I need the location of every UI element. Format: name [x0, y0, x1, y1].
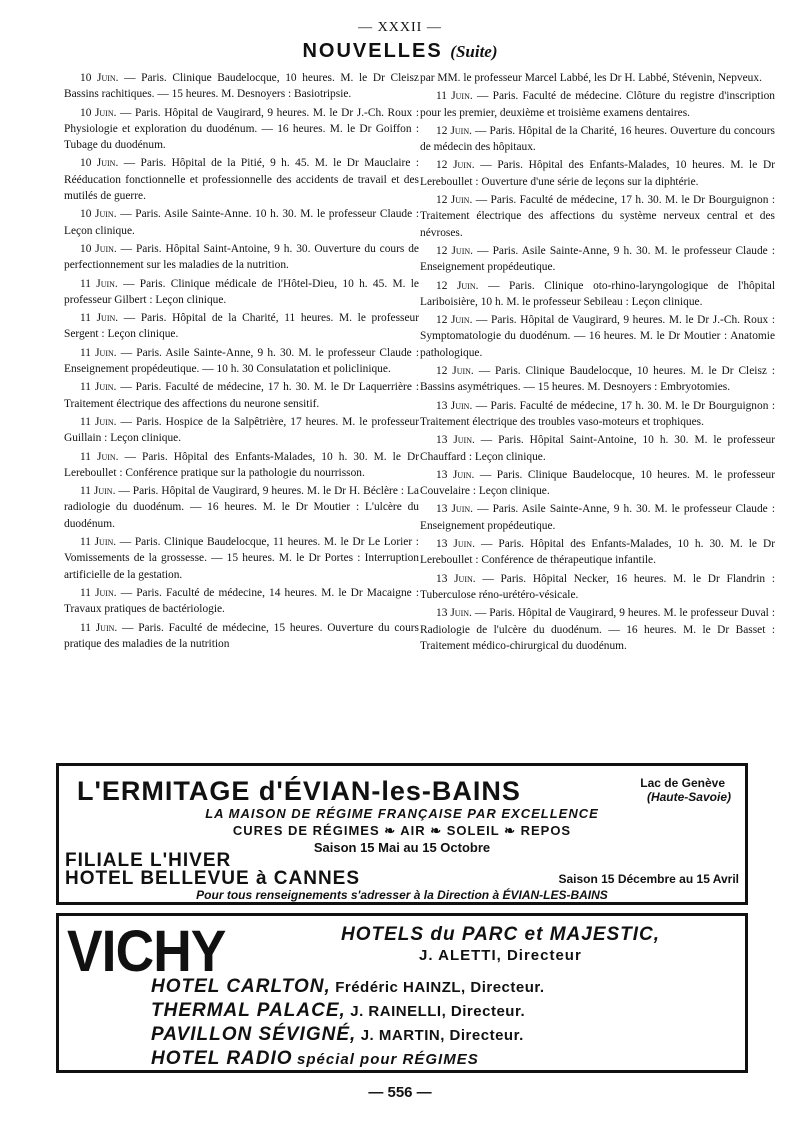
ad-hotels-parc-majestic: HOTELS du PARC et MAJESTIC,: [341, 924, 661, 945]
ad-headline: L'ERMITAGE d'ÉVIAN-les-BAINS: [77, 776, 521, 806]
entry-text: — Paris. Hôpital de la Pitié, 9 h. 45. M. le Dr Mauclaire : Rééducation fonctionnelle et professionnelle des accidents de travail et des mutilés de guerre.: [64, 157, 419, 203]
entry-text: — Paris. Faculté de médecine, 17 h. 30. M. le Dr Bourguignon : Traitement électrique des affections du système nerveux central et des névroses.: [420, 194, 775, 239]
news-entry: [420, 243, 775, 276]
news-entry: [420, 312, 775, 361]
entry-text: — Paris. Asile Sainte-Anne, 9 h. 30. M. le professeur Claude : Enseignement propédeutique.: [420, 244, 775, 274]
ad-hotel-director: spécial pour RÉGIMES: [297, 1051, 479, 1068]
ad-location-lake: Lac de Genève: [640, 776, 725, 790]
entry-date: 11 Juin.: [80, 312, 119, 325]
entry-text: — Paris. Hôpital des Enfants-Malades, 10 heures. M. le Dr Lereboullet : Ouverture d'une série de leçons sur la diphtérie.: [420, 159, 775, 188]
entry-date: 12 Juin.: [436, 279, 479, 292]
ad-filiale: FILIALE L'HIVER: [65, 850, 232, 871]
entry-date: 13 Juin.: [436, 434, 475, 447]
entry-text: — Paris. Hôpital de Vaugirard, 9 heures. M. le Dr H. Béclère : La radiologie du duodénum. — 16 heures. M. le Dr Moutier : L'ulcère du duodénum.: [64, 485, 419, 530]
entry-text: — Paris. Clinique Baudelocque, 10 heures. M. le professeur Couvelaire : Leçon clinique.: [420, 468, 775, 498]
news-entry: [64, 241, 419, 274]
entry-date: 11 Juin.: [80, 621, 118, 634]
entry-text: — Paris. Asile Sainte-Anne, 9 h. 30. M. le professeur Claude : Enseignement propédeutique. — 10 h. 30 Consulatation et policlinique.: [64, 346, 419, 376]
entry-date: 13 Juin.: [436, 538, 475, 551]
entry-date: 12 Juin.: [436, 244, 473, 257]
entry-date: 11 Juin.: [80, 415, 117, 428]
news-entry: [64, 534, 419, 583]
entry-date: 13 Juin.: [436, 399, 473, 412]
ad-hotel-row: [151, 1048, 479, 1070]
entry-date: 12 Juin.: [436, 194, 473, 207]
news-entry: [64, 105, 419, 154]
section-title: [0, 40, 800, 63]
entry-date: 10 Juin.: [80, 106, 117, 119]
right-column: [420, 70, 775, 656]
news-entry: [64, 310, 419, 343]
news-entry: [64, 620, 419, 653]
entry-text: — Paris. Asile Sainte-Anne. 10 h. 30. M. le professeur Claude : Leçon clinique.: [64, 208, 419, 237]
entry-date: 12 Juin.: [436, 314, 473, 327]
entry-date: 13 Juin.: [436, 468, 475, 481]
entry-date: 12 Juin.: [436, 365, 474, 378]
entry-date: 11 Juin.: [80, 277, 118, 290]
ad-hotel-name: PAVILLON SÉVIGNÉ,: [151, 1024, 357, 1045]
entry-text: — Paris. Hôpital de Vaugirard, 9 heures. M. le professeur Duval : Radiologie de l'ulcère du duodénum. — 16 heures. M. le Dr Basset : Traitement médico-chirurgical du duodénum.: [420, 607, 775, 652]
entry-text: — Paris. Asile Sainte-Anne, 9 h. 30. M. le professeur Claude : Enseignement propédeutique.: [420, 503, 775, 532]
entry-date: 13 Juin.: [436, 607, 472, 620]
entry-text: — Paris. Hôpital des Enfants-Malades, 10 h. 30. M. le Dr Lereboullet : Conférence de thérapeutique infantile.: [420, 538, 775, 567]
entry-date: 11 Juin.: [436, 90, 473, 103]
entry-text: — Paris. Hôpital des Enfants-Malades, 10 h. 30. M. le Dr Lereboullet : Conférence pratique sur la pathologie du nourrisson.: [64, 450, 419, 479]
news-entry: [64, 70, 419, 103]
ad-hotel-director: Frédéric HAINZL, Directeur.: [335, 979, 545, 996]
entry-date: 11 Juin.: [80, 450, 119, 463]
ad-director-aletti: J. ALETTI, Directeur: [419, 947, 582, 964]
entry-date: 11 Juin.: [80, 346, 117, 359]
ad-cures: CURES DE RÉGIMES ❧ AIR ❧ SOLEIL ❧ REPOS: [232, 823, 572, 838]
entry-text: — Paris. Faculté de médecine, 15 heures. Ouverture du cours pratique des maladies de la nutrition: [64, 621, 419, 650]
entry-text: — Paris. Hôpital de la Charité, 16 heures. Ouverture du concours de médecin des hôpitaux.: [420, 124, 775, 154]
entry-date: 10 Juin.: [80, 242, 117, 255]
news-entry: [64, 449, 419, 482]
entry-text: — Paris. Clinique Baudelocque, 10 heures. M. le Dr Cleisz : Bassins asymétriques. — 15 heures. M. Desnoyers : Embryotomies.: [420, 365, 775, 394]
entry-text: — Paris. Hôpital Saint-Antoine, 9 h. 30. Ouverture du cours de perfectionnement sur les maladies de la nutrition.: [64, 242, 419, 272]
entry-date: 12 Juin.: [436, 124, 472, 137]
entry-text: — Paris. Clinique Baudelocque, 10 heures. M. le Dr Cleisz Bassins rachitiques. — 15 heures. M. Desnoyers : Basiotripsie.: [64, 72, 419, 101]
entry-text: — Paris. Clinique médicale de l'Hôtel-Dieu, 10 h. 45. M. le professeur Gilbert : Leçon clinique.: [64, 277, 419, 306]
entry-text: — Paris. Faculté de médecine, 17 h. 30. M. le Dr Bourguignon : Traitement électrique des troubles vaso-moteurs et trophiques.: [420, 399, 775, 428]
section-title-text: NOUVELLES: [302, 40, 443, 62]
entry-text: — Paris. Hôpital de Vaugirard, 9 heures. M. le Dr J.-Ch. Roux : Symptomatologie du duodénum. — 16 heures. M. le Dr Moutier : Anatomie pathologique.: [420, 314, 775, 359]
ad-hotel-director: J. RAINELLI, Directeur.: [350, 1003, 526, 1020]
entry-text: — Paris. Faculté de médecine, 14 heures. M. le Dr Macaigne : Travaux pratiques de bactériologie.: [64, 586, 419, 616]
news-entry: [420, 571, 775, 604]
entry-text: — Paris. Hospice de la Salpêtrière, 17 heures. M. le professeur Guillain : Leçon clinique.: [64, 415, 419, 445]
news-entry: [64, 483, 419, 532]
news-entry: [420, 398, 775, 431]
entry-date: 13 Juin.: [436, 503, 473, 516]
entry-text: — Paris. Hôpital de la Charité, 11 heures. M. le professeur Sergent : Leçon clinique.: [64, 312, 419, 341]
vichy-hotels-advertisement: [56, 913, 748, 1073]
ad-location-region: (Haute-Savoie): [646, 790, 731, 804]
news-entry: [420, 501, 775, 534]
news-entry: [420, 123, 775, 156]
entry-date: 10 Juin.: [80, 72, 119, 84]
news-entry: [420, 192, 775, 241]
news-entry: [64, 345, 419, 378]
news-entry: [64, 379, 419, 412]
ad-tagline: LA MAISON DE RÉGIME FRANÇAISE PAR EXCELLENCE: [205, 806, 599, 821]
news-entry: [64, 155, 419, 204]
entry-date: 10 Juin.: [80, 208, 117, 221]
ermitage-evian-advertisement: [56, 763, 748, 905]
news-entry: [64, 206, 419, 239]
ad-hotel-name: HOTEL RADIO: [151, 1048, 293, 1069]
entry-date: 10 Juin.: [80, 157, 119, 170]
entry-text: — Paris. Faculté de médecine. Clôture du registre d'inscription pour les premier, deuxième et troisième examens dentaires.: [420, 90, 775, 119]
news-entry: [64, 414, 419, 447]
entry-text: — Paris. Clinique Baudelocque, 11 heures. M. le Dr Le Lorier : Vomissements de la grossesse. — 15 heures. M. le Dr Portes : Interruption artificielle de la gestation.: [64, 536, 419, 581]
news-entry: [64, 585, 419, 618]
section-title-suite: (Suite): [450, 42, 498, 61]
ad-season-winter: Saison 15 Décembre au 15 Avril: [558, 872, 739, 886]
ad-hotel-bellevue: HOTEL BELLEVUE à CANNES: [65, 868, 361, 889]
news-entry: [64, 276, 419, 309]
page-number: — 556 —: [368, 1084, 432, 1101]
entry-text: — Paris. Hôpital de Vaugirard, 9 heures. M. le Dr J.-Ch. Roux : Physiologie et exploration du duodénum. — 16 heures. M. le Dr Goiffon : Tubage du duodénum.: [64, 106, 419, 152]
left-column: [64, 70, 419, 654]
news-entry: [420, 536, 775, 569]
ad-hotel-director: J. MARTIN, Directeur.: [360, 1027, 524, 1044]
news-entry: [420, 432, 775, 465]
ad-hotel-row: [151, 1024, 524, 1046]
ad-season-summer: Saison 15 Mai au 15 Octobre: [313, 840, 491, 855]
news-entry-continuation: par MM. le professeur Marcel Labbé, les Dr H. Labbé, Stévenin, Nepveux.: [420, 72, 762, 84]
news-entry: [420, 363, 775, 396]
ad-hotel-name: THERMAL PALACE,: [151, 1000, 346, 1021]
ad-hotel-row: [151, 976, 545, 998]
news-entry: [420, 605, 775, 654]
entry-date: 11 Juin.: [80, 485, 116, 498]
ad-hotel-row: [151, 1000, 525, 1022]
news-entry: [420, 157, 775, 190]
news-entry: [420, 278, 775, 311]
entry-text: — Paris. Hôpital Saint-Antoine, 10 h. 30. M. le professeur Chauffard : Leçon clinique.: [420, 434, 775, 463]
entry-text: — Paris. Clinique oto-rhino-laryngologique de l'hôpital Lariboisière, 10 h. M. le professeur Sebileau : Leçon clinique.: [420, 279, 775, 308]
entry-text: — Paris. Faculté de médecine, 17 h. 30. M. le Dr Laquerrière : Traitement électrique des affections du neurone sensitif.: [64, 381, 419, 410]
ad-hotel-name: HOTEL CARLTON,: [151, 976, 331, 997]
news-entry: [420, 467, 775, 500]
entry-date: 12 Juin.: [436, 159, 475, 172]
entry-date: 11 Juin.: [80, 381, 117, 394]
ad-contact-line: Pour tous renseignements s'adresser à la Direction à ÉVIAN-LES-BAINS: [196, 888, 608, 902]
news-entry: [420, 88, 775, 121]
entry-text: — Paris. Hôpital Necker, 16 heures. M. le Dr Flandrin : Tuberculose réno-urétéro-vésicale.: [420, 572, 775, 601]
entry-date: 11 Juin.: [80, 586, 117, 599]
entry-date: 11 Juin.: [80, 536, 117, 549]
ad-brand-vichy: VICHY: [67, 919, 226, 984]
page-roman-numeral: — XXXII —: [358, 20, 442, 35]
entry-date: 13 Juin.: [436, 572, 476, 585]
